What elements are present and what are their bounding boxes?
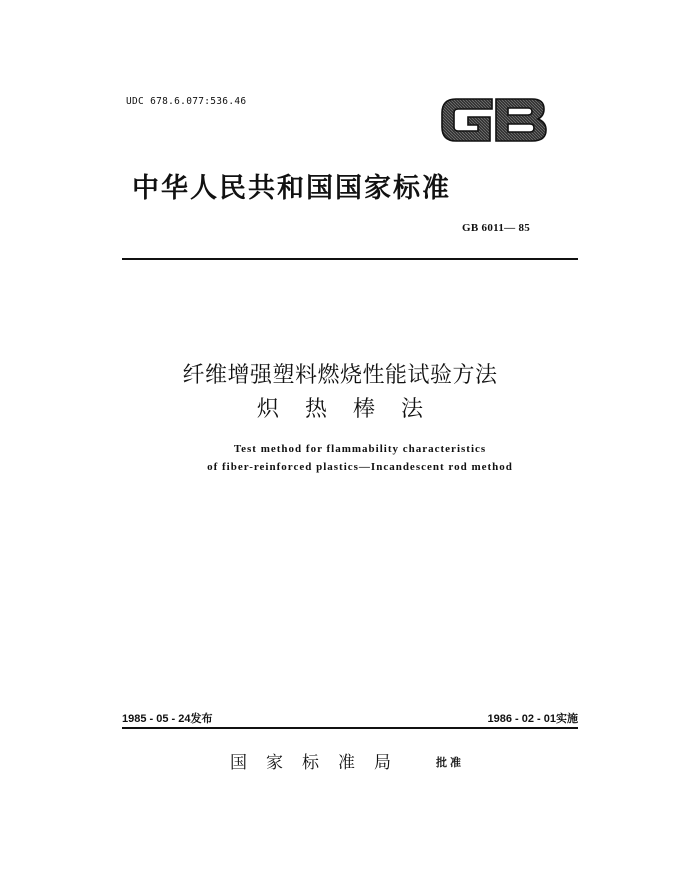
issuing-authority: 国家标准局	[230, 753, 410, 773]
org-title: 中华人民共和国国家标准	[132, 173, 451, 204]
effective-date: 1986 - 02 - 01实施	[487, 713, 578, 725]
standard-number: GB 6011— 85	[462, 222, 531, 234]
top-divider	[122, 258, 578, 260]
gb-logo-graphic	[438, 93, 550, 147]
bottom-divider	[122, 727, 578, 729]
udc-code: UDC 678.6.077:536.46	[126, 96, 247, 107]
chinese-subtitle: 炽热棒法	[256, 397, 449, 422]
english-title-line-2: of fiber-reinforced plastics—Incandescent rod method	[207, 461, 513, 473]
publication-date: 1985 - 05 - 24发布	[122, 713, 213, 725]
chinese-title: 纤维增强塑料燃烧性能试验方法	[182, 363, 498, 388]
gb-logo	[438, 93, 550, 147]
english-title-line-1: Test method for flammability characteristics	[233, 443, 487, 455]
approval-label: 批准	[436, 756, 464, 769]
